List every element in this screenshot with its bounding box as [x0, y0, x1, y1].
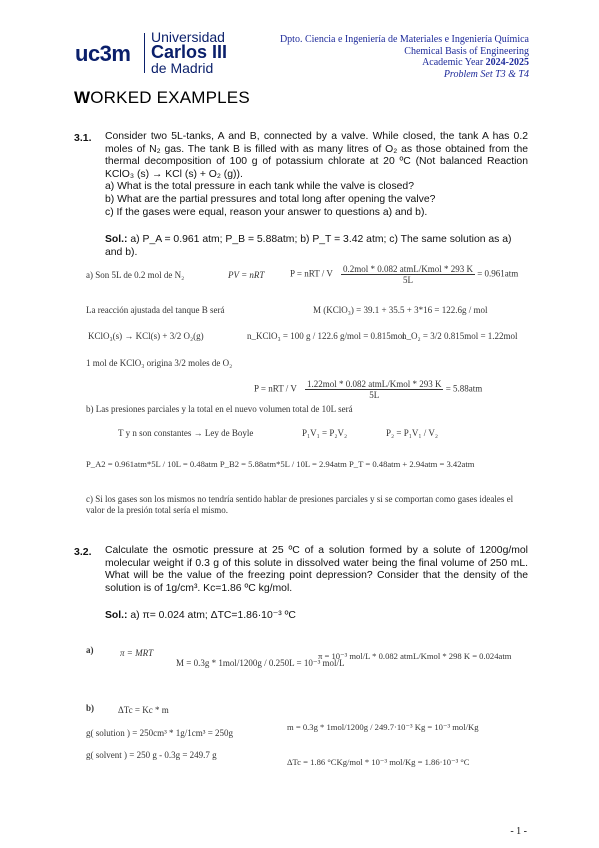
- solution-summary: Sol.: a) P_A = 0.961 atm; P_B = 5.88atm; b) P_T = 3.42 atm; c) The same solution as a) and b).: [105, 234, 512, 258]
- logo-line-2: Carlos III: [151, 42, 228, 62]
- part-label: b): [86, 703, 95, 713]
- logo-line-1: Universidad: [151, 29, 225, 45]
- partial-pressures: P_A2 = 0.961atm*5L / 10L = 0.48atm P_B2 = 5.88atm*5L / 10L = 2.94atm P_T = 0.48atm + 2.94atm = 3.42atm: [86, 459, 475, 469]
- work-equation: PV = nRT: [228, 270, 265, 280]
- work-calc: P = nRT / V $\frac{\text{1.22mol * 0.082 atmL/Kmol * 293 K}}{5L}$ = 5.88atm: [254, 379, 483, 400]
- osmotic-result: π = 10⁻³ mol/L * 0.082 atmL/Kmol * 298 K = 0.024atm: [318, 651, 512, 661]
- moles-kclo3: n_KClO₃ = 100 g / 122.6 g/mol = 0.815mol: [247, 331, 405, 341]
- logo-line-3: de Madrid: [151, 60, 214, 76]
- course-name: Chemical Basis of Engineering: [404, 45, 529, 57]
- page-title: WORKED EXAMPLES: [74, 88, 250, 107]
- freezing-result: ΔTc = 1.86 °CKg/mol * 10⁻³ mol/Kg = 1.86·10⁻³ °C: [287, 757, 470, 767]
- work-line: c) Si los gases son los mismos no tendría sentido hablar de presiones parciales y si se comportan como gases ideales el valor de la presión total sería el mismo.: [86, 494, 514, 515]
- logo-name: [151, 30, 227, 75]
- boyle-eq: P₁V₁ = P₂V₂: [302, 428, 348, 438]
- question-number: 3.1.: [74, 132, 92, 144]
- logo-divider: [144, 33, 145, 73]
- page-number: - 1 -: [510, 826, 527, 837]
- osmotic-eq: π = MRT: [120, 648, 154, 658]
- solvent-mass: g( solvent ) = 250 g - 0.3g = 249.7 g: [86, 750, 217, 760]
- boyle-solved: P₂ = P₁V₁ / V₂: [386, 428, 438, 438]
- solution-summary: Sol.: a) π= 0.024 atm; ΔTC=1.86·10⁻³ ºC: [105, 610, 296, 621]
- part-label: a): [86, 645, 94, 655]
- question-number: 3.2.: [74, 546, 92, 558]
- work-line: 1 mol de KClO₃ origina 3/2 moles de O₂: [86, 358, 233, 368]
- reaction: KClO₃(s) → KCl(s) + 3/2 O₂(g): [88, 331, 204, 341]
- academic-year: Academic Year 2024-2025: [422, 57, 529, 68]
- moles-o2: n_O₂ = 3/2 0.815mol = 1.22mol: [402, 331, 518, 341]
- question-text: Consider two 5L-tanks, A and B, connected by a valve. While closed, the tank A has 0.2 moles of N₂ gas. The tank B is filled with as many litres of O₂ as those obtained from the thermal decomposition of 100 g of potassium chlorate at 20 ºC (Not balanced Reaction KClO₃ (s) → KCl (s) + O₂ (g)). a) What is the total pressure in each tank while the valve is closed? b) What are the partial pressures and total long after opening the valve? c) If the gases were equal, reason your answer to questions a) and b).: [105, 131, 528, 218]
- molarity-calc: M = 0.3g * 1mol/1200g / 0.250L = 10⁻³ mol/L: [176, 658, 345, 668]
- work-line: b) Las presiones parciales y la total en el nuevo volumen total de 10L será: [86, 404, 353, 414]
- university-logo: [75, 28, 245, 80]
- work-line: La reacción ajustada del tanque B será: [86, 305, 225, 315]
- question-text: Calculate the osmotic pressure at 25 ºC of a solution formed by a solute of 1200g/mol molecular weight if 0.3 g of this solute in dissolved water being the final volume of 250 mL. What will be the value of the freezing point depression? Consider that the density of the solution is of 1g/cm³. Kc=1.86 ºC kg/mol.: [105, 545, 528, 594]
- solution-mass: g( solution ) = 250cm³ * 1g/1cm³ = 250g: [86, 728, 234, 738]
- department: Dpto. Ciencia e Ingeniería de Materiales e Ingeniería Química: [279, 34, 529, 45]
- logo-short: uc3m: [75, 41, 131, 66]
- work-line: T y n son constantes → Ley de Boyle: [118, 428, 254, 438]
- work-line: M (KClO₃) = 39.1 + 35.5 + 3*16 = 122.6g / mol: [313, 305, 488, 315]
- work-line: a) Son 5L de 0.2 mol de N₂: [86, 270, 185, 280]
- work-calc: P = nRT / V $\frac{\text{0.2mol * 0.082 atmL/Kmol * 293 K}}{5L}$ = 0.961atm: [290, 264, 519, 285]
- header-info: [280, 34, 529, 80]
- freezing-eq: ΔTc = Kc * m: [118, 705, 169, 715]
- molality-calc: m = 0.3g * 1mol/1200g / 249.7·10⁻³ Kg = 10⁻³ mol/Kg: [287, 722, 479, 732]
- problem-set: Problem Set T3 & T4: [443, 68, 529, 80]
